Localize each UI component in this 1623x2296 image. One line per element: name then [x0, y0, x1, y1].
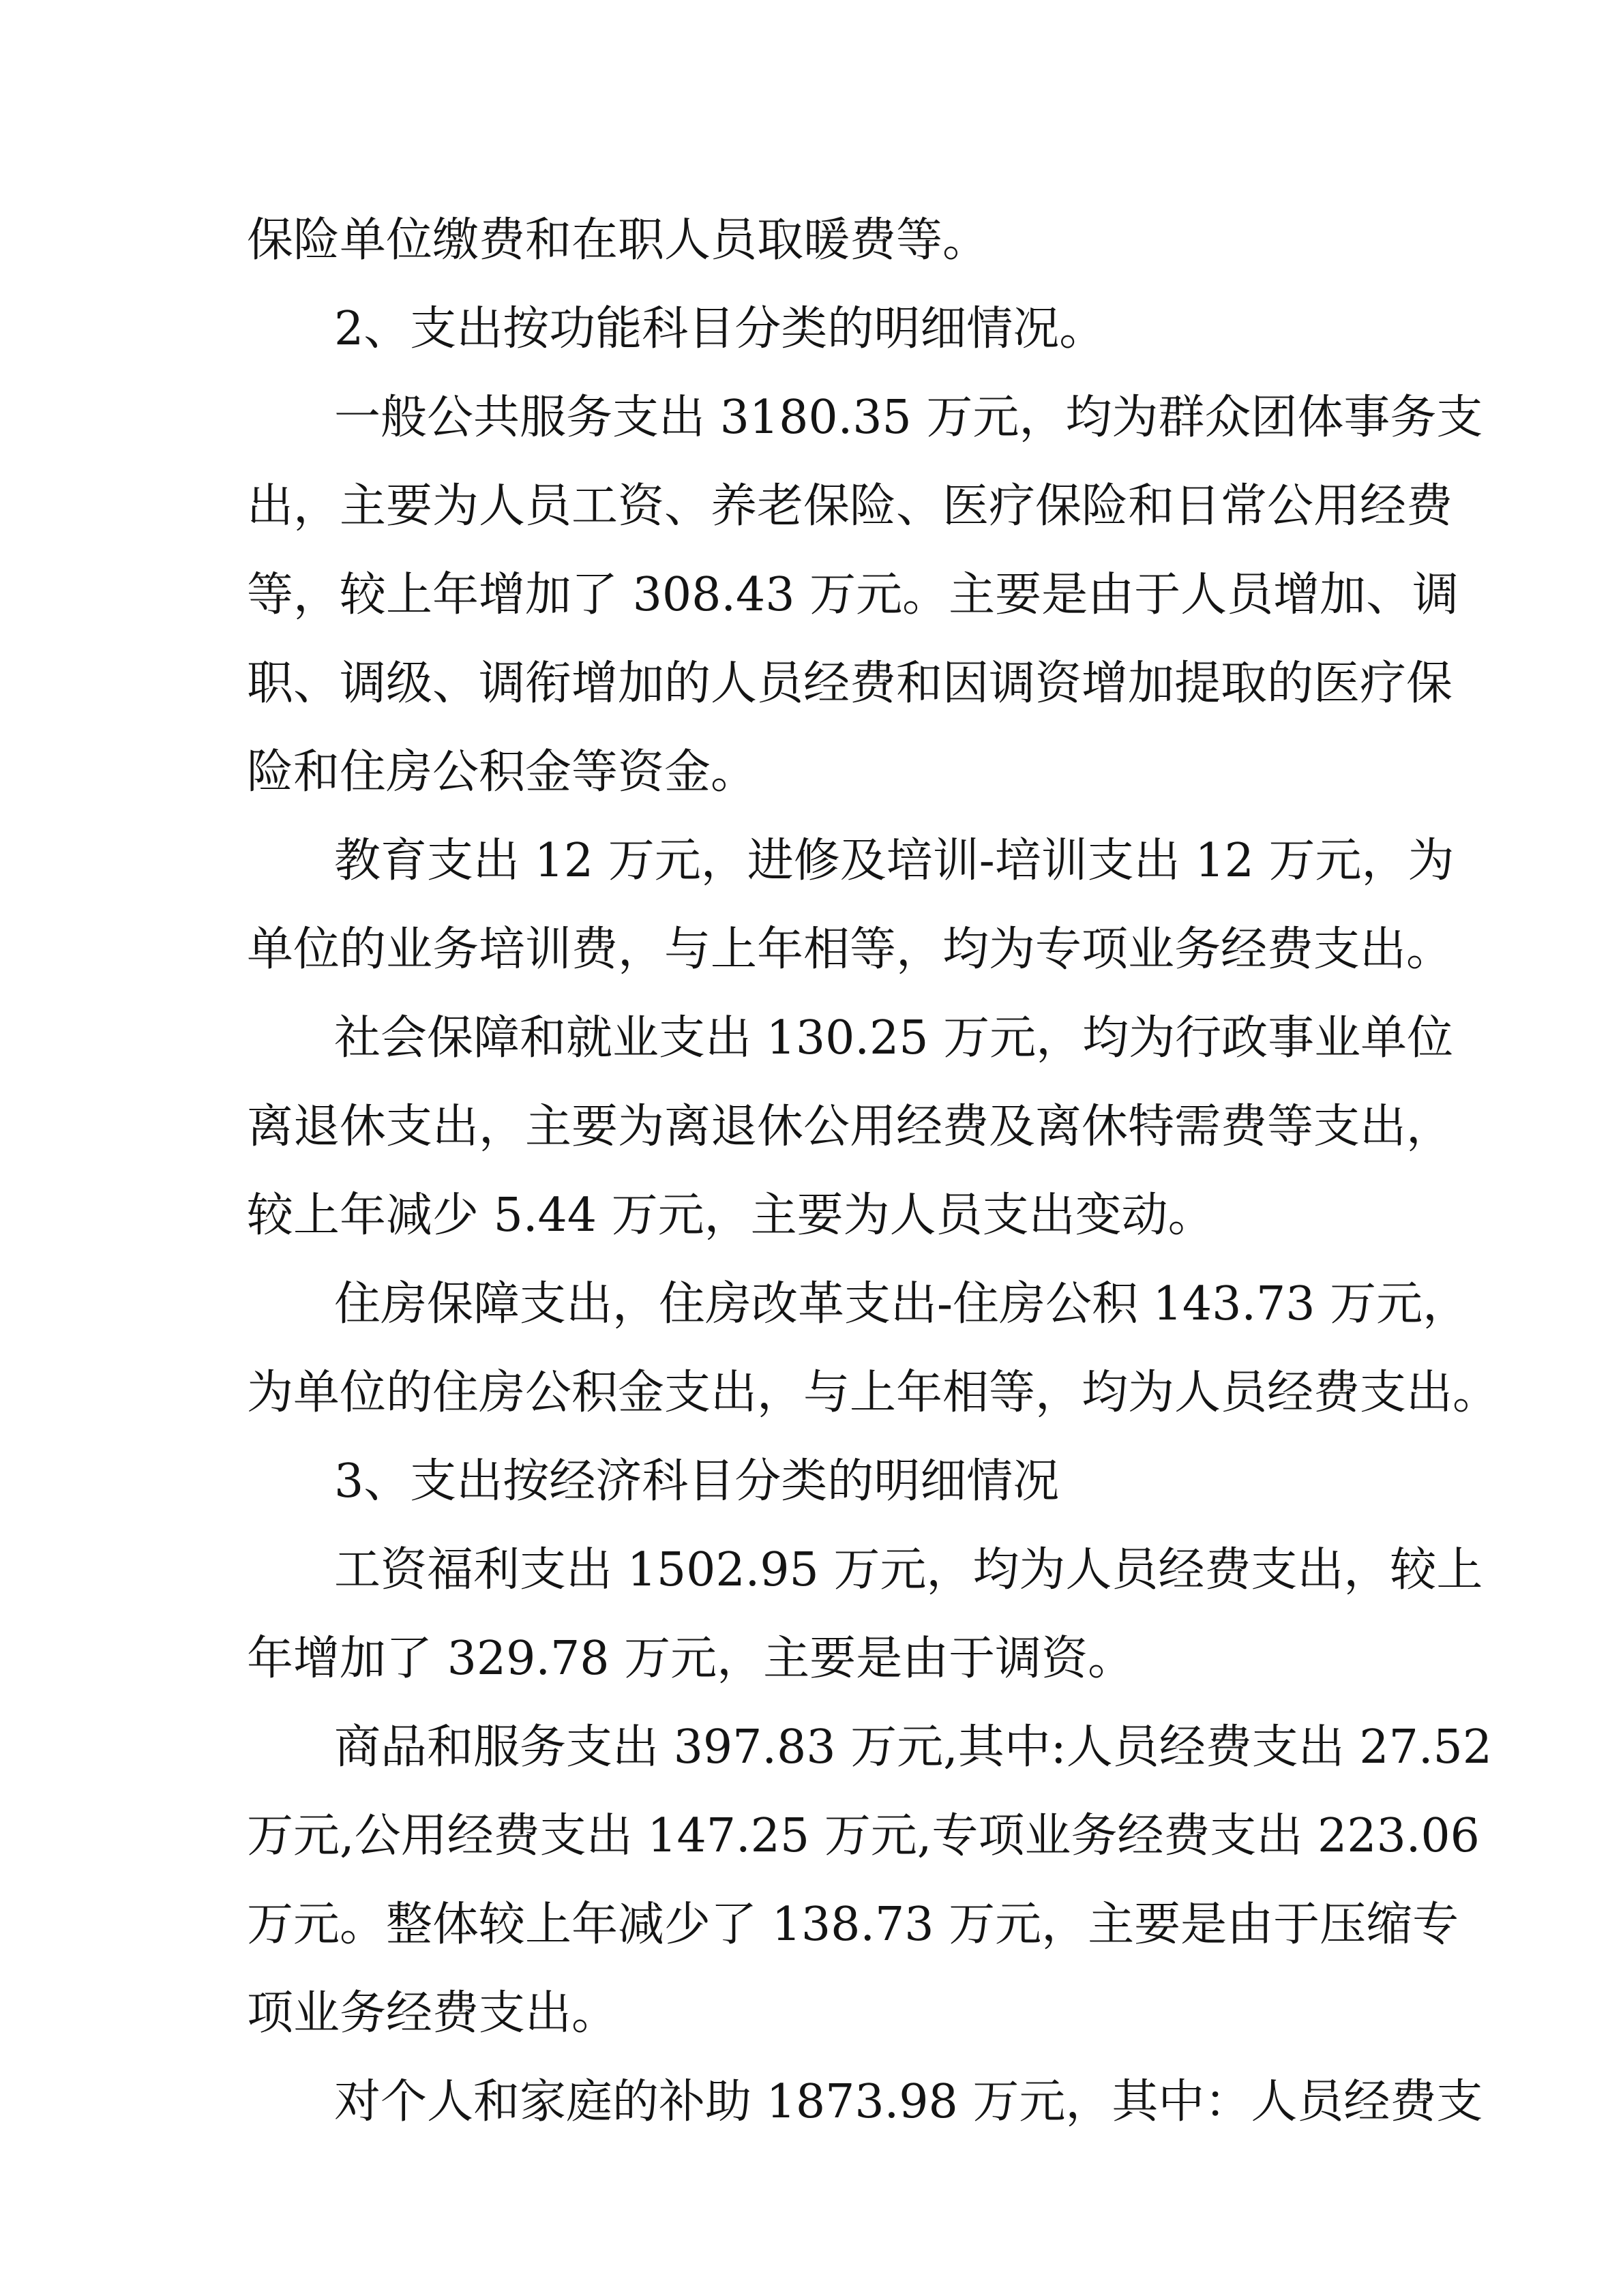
- section-heading-2: 2、支出按功能科目分类的明细情况。: [334, 302, 1106, 356]
- body-line-6: 职、调级、调衔增加的人员经费和因调资增加提取的医疗保: [247, 657, 1453, 711]
- body-line-9: 单位的业务培训费，与上年相等，均为专项业务经费支出。: [247, 923, 1453, 976]
- body-line-19: 万元,公用经费支出 147.25 万元,专项业务经费支出 223.06: [247, 1809, 1480, 1863]
- body-line-13: 住房保障支出，住房改革支出-住房公积 143.73 万元，: [334, 1277, 1470, 1331]
- body-line-22: 对个人和家庭的补助 1873.98 万元，其中：人员经费支: [334, 2075, 1483, 2129]
- body-line-4: 出，主要为人员工资、养老保险、医疗保险和日常公用经费: [247, 479, 1453, 533]
- section-heading-3: 3、支出按经济科目分类的明细情况: [334, 1455, 1060, 1508]
- body-line-21: 项业务经费支出。: [247, 1986, 619, 2040]
- body-line-16: 工资福利支出 1502.95 万元，均为人员经费支出，较上: [334, 1543, 1483, 1597]
- body-line-1: 保险单位缴费和在职人员取暖费等。: [247, 213, 989, 267]
- body-line-10: 社会保障和就业支出 130.25 万元，均为行政事业单位: [334, 1011, 1454, 1065]
- body-line-8: 教育支出 12 万元，进修及培训-培训支出 12 万元，为: [334, 834, 1455, 888]
- body-line-12: 较上年减少 5.44 万元，主要为人员支出变动。: [247, 1189, 1215, 1242]
- body-line-20: 万元。整体较上年减少了 138.73 万元，主要是由于压缩专: [247, 1898, 1459, 1952]
- body-line-3: 一般公共服务支出 3180.35 万元，均为群众团体事务支: [334, 391, 1483, 445]
- body-line-5: 等，较上年增加了 308.43 万元。主要是由于人员增加、调: [247, 568, 1459, 622]
- body-line-11: 离退休支出，主要为离退休公用经费及离休特需费等支出，: [247, 1100, 1453, 1154]
- body-line-18: 商品和服务支出 397.83 万元,其中:人员经费支出 27.52: [334, 1720, 1492, 1774]
- body-line-17: 年增加了 329.78 万元，主要是由于调资。: [247, 1632, 1135, 1686]
- body-line-7: 险和住房公积金等资金。: [247, 745, 758, 799]
- body-line-14: 为单位的住房公积金支出，与上年相等，均为人员经费支出。: [247, 1366, 1500, 1420]
